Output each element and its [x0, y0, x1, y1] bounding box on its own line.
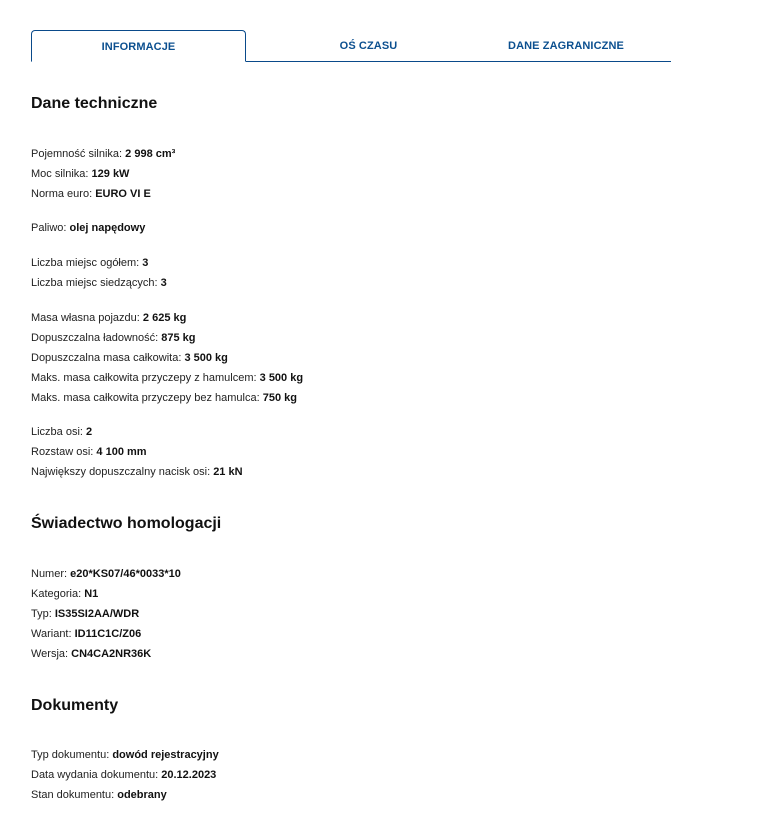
tab-informacje[interactable]: INFORMACJE [31, 30, 246, 62]
row-label: Maks. masa całkowita przyczepy bez hamulca: [31, 392, 263, 404]
row-value: odebrany [117, 789, 167, 801]
info-row [31, 788, 167, 802]
row-label: Największy dopuszczalny nacisk osi: [31, 466, 214, 478]
info-row [31, 187, 151, 201]
row-value: 2 [86, 426, 93, 438]
info-row [31, 331, 196, 345]
row-label: Masa własna pojazdu: [31, 312, 143, 324]
row-label: Kategoria: [31, 588, 85, 600]
row-label: Stan dokumentu: [31, 789, 118, 801]
section-title-homologation: Świadectwo homologacji [31, 515, 222, 532]
section-title-technical: Dane techniczne [31, 95, 158, 112]
section-title-documents: Dokumenty [31, 697, 119, 714]
row-label: Rozstaw osi: [31, 446, 97, 458]
info-row [31, 256, 148, 270]
row-value: 3 500 kg [184, 352, 228, 364]
row-label: Pojemność silnika: [31, 148, 126, 160]
tab-dane-zagraniczne[interactable]: DANE ZAGRANICZNE [508, 39, 624, 52]
info-row [31, 465, 243, 479]
info-row [31, 748, 219, 762]
row-value: CN4CA2NR36K [71, 648, 152, 660]
row-value: ID11C1C/Z06 [74, 628, 142, 640]
row-label: Liczba miejsc ogółem: [31, 257, 143, 269]
info-row [31, 391, 297, 405]
row-value: 2 625 kg [142, 312, 187, 324]
row-label: Typ dokumentu: [31, 749, 113, 761]
info-row [31, 567, 181, 581]
row-label: Moc silnika: [31, 168, 92, 180]
info-row [31, 147, 175, 161]
info-row [31, 276, 167, 290]
row-label: Liczba miejsc siedzących: [31, 277, 161, 289]
tab-os-czasu[interactable]: OŚ CZASU [339, 39, 398, 52]
row-label: Data wydania dokumentu: [31, 769, 162, 781]
info-row [31, 647, 151, 661]
row-value: 3 500 kg [259, 372, 304, 384]
row-value: dowód rejestracyjny [112, 749, 219, 761]
row-value: N1 [84, 588, 99, 600]
info-row [31, 445, 147, 459]
row-label: Norma euro: [31, 188, 96, 200]
row-label: Liczba osi: [31, 426, 87, 438]
info-row [31, 351, 228, 365]
row-label: Dopuszczalna masa całkowita: [31, 352, 185, 364]
info-row [31, 221, 145, 235]
info-row [31, 607, 139, 621]
info-row [31, 371, 303, 385]
row-value: olej napędowy [69, 222, 146, 234]
row-value: 4 100 mm [96, 446, 147, 458]
row-value: e20*KS07/46*0033*10 [70, 568, 181, 580]
row-value: 3 [160, 277, 167, 289]
row-value: 20.12.2023 [161, 769, 217, 781]
row-label: Wersja: [31, 648, 72, 660]
row-value: 3 [142, 257, 149, 269]
info-row [31, 311, 186, 325]
row-value: 875 kg [161, 332, 196, 344]
info-row [31, 768, 216, 782]
row-label: Maks. masa całkowita przyczepy z hamulcem: [31, 372, 260, 384]
info-row [31, 587, 98, 601]
row-label: Numer: [31, 568, 71, 580]
row-value: 129 kW [91, 168, 130, 180]
row-label: Dopuszczalna ładowność: [31, 332, 162, 344]
row-value: 2 998 cm³ [125, 148, 176, 160]
row-label: Typ: [31, 608, 55, 620]
row-label: Paliwo: [31, 222, 70, 234]
info-row [31, 627, 141, 641]
row-label: Wariant: [31, 628, 75, 640]
tab-bar [31, 30, 671, 62]
info-row [31, 425, 92, 439]
row-value: 21 kN [213, 466, 243, 478]
row-value: IS35SI2AA/WDR [54, 608, 140, 620]
row-value: 750 kg [262, 392, 297, 404]
info-row [31, 167, 129, 181]
row-value: EURO VI E [95, 188, 151, 200]
